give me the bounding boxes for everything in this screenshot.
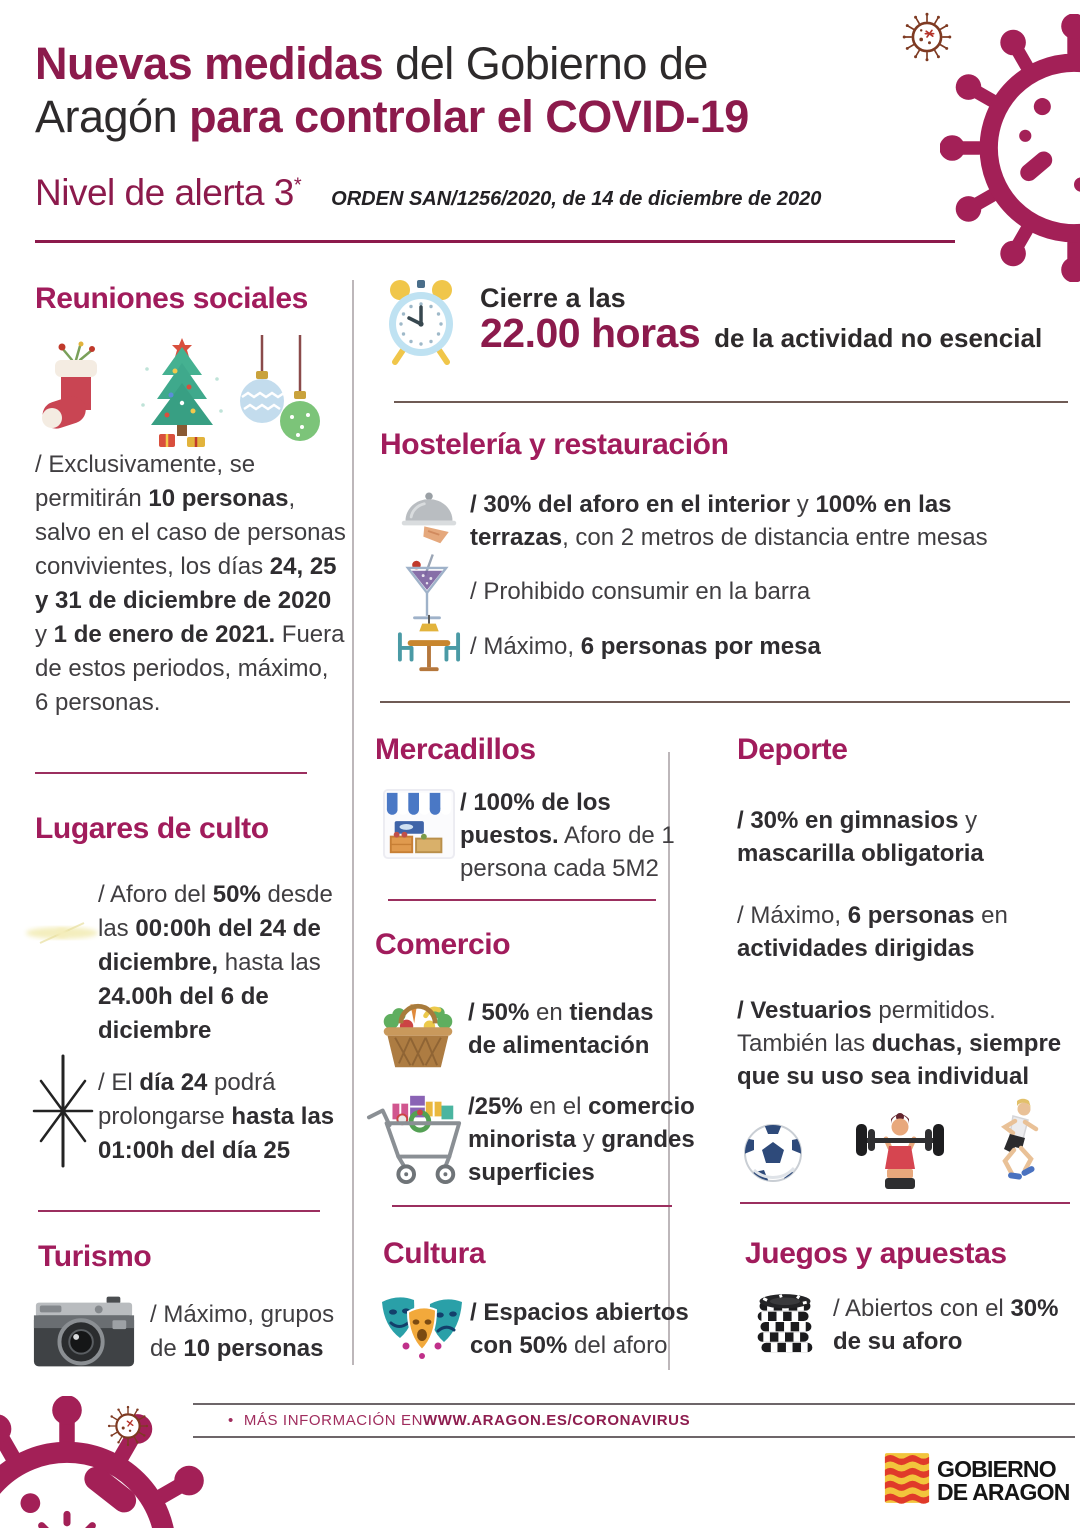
text-run: desde las [98,881,333,942]
divider [740,1202,1070,1204]
logo-text [937,1455,1070,1505]
text-run: / Máximo, [737,902,848,929]
section-title-turismo: Turismo [38,1240,152,1273]
reuniones-text [35,448,347,720]
alert-row [35,172,821,214]
text-run: en el [522,1093,589,1120]
hosteleria-item-3 [470,630,1055,663]
text-run: / Espacios abiertos con 50% [470,1299,689,1359]
text-run: podrá prolongarse [98,1069,276,1130]
divider [35,772,307,774]
serving-dish-icon [398,486,460,551]
text-run: Aforo de 1 persona cada 5M2 [460,822,675,882]
lugares-culto-item-1 [98,878,350,1048]
virus-large-icon [940,14,1080,287]
comercio-item-1 [468,996,688,1062]
text-run: del aforo [567,1332,668,1359]
text-run: mascarilla obligatoria [737,840,984,867]
lugares-culto-item-2 [98,1066,348,1168]
closure-line2 [480,310,1042,357]
text-run: hasta las 01:00h del día 25 [98,1103,335,1164]
alert-asterisk: * [293,174,302,197]
poker-chips-icon [752,1282,818,1367]
text-run: comercio minorista [468,1093,695,1153]
divider [388,899,656,901]
footer-rule-bottom [193,1436,1075,1438]
text-run: día 24 [139,1069,208,1096]
weightlifting-icon [856,1112,944,1199]
section-title-lugares-culto: Lugares de culto [35,812,269,845]
text-run: y [576,1126,602,1153]
text-run: / 30% en gimnasios [737,807,959,834]
title-segment: del Gobierno de [383,38,708,89]
text-run: 50% [212,881,261,908]
text-run: / Prohibido consumir en la barra [470,578,811,605]
camera-icon [30,1293,138,1378]
section-title-mercadillos: Mercadillos [375,733,536,766]
gobierno-aragon-logo [884,1452,1070,1509]
title-segment: Nuevas medidas [35,38,384,89]
text-run: Fuera de estos periodos, máximo, 6 personas. [35,621,345,716]
closure-time: 22.00 horas [480,310,701,356]
text-run: duchas, siempre que su uso sea individual [737,1030,1062,1090]
text-run: , salvo en el caso de personas convivientes, los días [35,485,346,580]
alert-level [35,172,301,214]
table-chairs-icon [390,613,468,682]
glow-star-icon [22,905,102,965]
title-segment: para controlar el COVID-19 [189,90,749,142]
logo-line: GOBIERNO [937,1455,1056,1482]
christmas-stocking-icon [40,338,112,455]
header-rule [35,240,955,243]
text-run: 24, 25 y 31 de diciembre de 2020 [35,553,337,614]
text-run: / 30% del aforo en el interior [470,491,791,518]
text-run: permitidos. También las [737,997,996,1057]
text-run: / Exclusivamente, se permitirán [35,451,256,512]
text-run: / Aforo del [98,881,213,908]
christmas-tree-icon [135,335,230,455]
ornaments-icon [240,335,325,458]
text-run: y [35,621,54,648]
text-run: 6 personas por mesa [580,633,821,660]
text-run: 100% en las terrazas [470,491,952,551]
text-run: 10 personas [183,1335,324,1362]
text-run: actividades dirigidas [737,935,975,962]
section-title-comercio: Comercio [375,928,511,961]
section-title-reuniones: Reuniones sociales [35,282,308,315]
page-title [35,38,749,143]
divider [380,701,1070,703]
text-run: tiendas de alimentación [468,999,654,1059]
section-title-deporte: Deporte [737,733,848,766]
text-run: /25% [468,1093,523,1120]
text-run: grandes superficies [468,1126,695,1186]
mercadillos-item-1 [460,786,675,885]
cultura-item-1 [470,1296,735,1362]
logo-line: DE ARAGON [937,1478,1070,1505]
market-stall-icon [383,788,455,865]
alert-level-text: Nivel de alerta 3 [35,172,294,213]
deporte-item-2 [737,899,1070,965]
running-icon [985,1098,1045,1195]
bullet-icon: • [228,1412,234,1429]
star-sparkle-icon [20,1052,105,1175]
section-title-cultura: Cultura [383,1237,486,1270]
section-title-juegos: Juegos y apuestas [745,1237,1007,1270]
deporte-item-1 [737,804,1070,870]
theater-masks-icon [378,1290,466,1371]
virus-small-icon [104,1402,152,1455]
text-run: y [958,807,978,834]
comercio-item-2 [468,1090,703,1189]
shopping-cart-icon [363,1086,469,1191]
text-run: / 50% [468,999,530,1026]
text-run: / El [98,1069,140,1096]
food-basket-icon [378,992,458,1075]
column-divider [352,280,354,1365]
deporte-item-3 [737,994,1077,1093]
closure-line1: Cierre a las [480,283,626,313]
footer-info-prefix: MÁS INFORMACIÓN EN [243,1412,423,1429]
text-run: hasta las [218,949,321,976]
text-run: / Vestuarios [737,997,872,1024]
alarm-clock-icon [383,276,459,371]
title-segment: Aragón [35,90,190,142]
section-title-hosteleria: Hostelería y restauración [380,428,729,461]
text-run: en [529,999,570,1026]
text-run: 1 de enero de 2021. [53,621,276,648]
text-run: / Abiertos con el [833,1295,1011,1322]
text-run: 6 personas [847,902,975,929]
text-run: 10 personas [148,485,289,512]
hosteleria-item-2 [470,575,1055,608]
divider [392,1205,672,1207]
text-run: / Máximo, grupos de [150,1301,335,1362]
text-run: 24.00h del 6 de diciembre [98,983,269,1044]
footer-info [228,1412,690,1429]
text-run: / 100% de los puestos. [460,789,611,849]
closure-text: de la actividad no esencial [714,323,1043,353]
text-run: 00:00h del 24 de diciembre, [98,915,321,976]
text-run: y [790,491,816,518]
footer-rule-top [193,1403,1075,1405]
text-run: 30% de su aforo [833,1295,1059,1355]
text-run: en [974,902,1008,929]
soccer-ball-icon [742,1122,804,1189]
text-run: , con 2 metros de distancia entre mesas [562,524,988,551]
turismo-item-1 [150,1298,345,1366]
juegos-item-1 [833,1292,1080,1358]
footer-info-url: WWW.ARAGON.ES/CORONAVIRUS [423,1412,691,1429]
divider [38,1210,320,1212]
order-reference: ORDEN SAN/1256/2020, de 14 de diciembre de 2020 [331,188,822,210]
aragon-shield-icon [884,1452,930,1509]
divider [394,401,1068,403]
hosteleria-item-1 [470,488,1055,554]
text-run: / Máximo, [470,633,581,660]
